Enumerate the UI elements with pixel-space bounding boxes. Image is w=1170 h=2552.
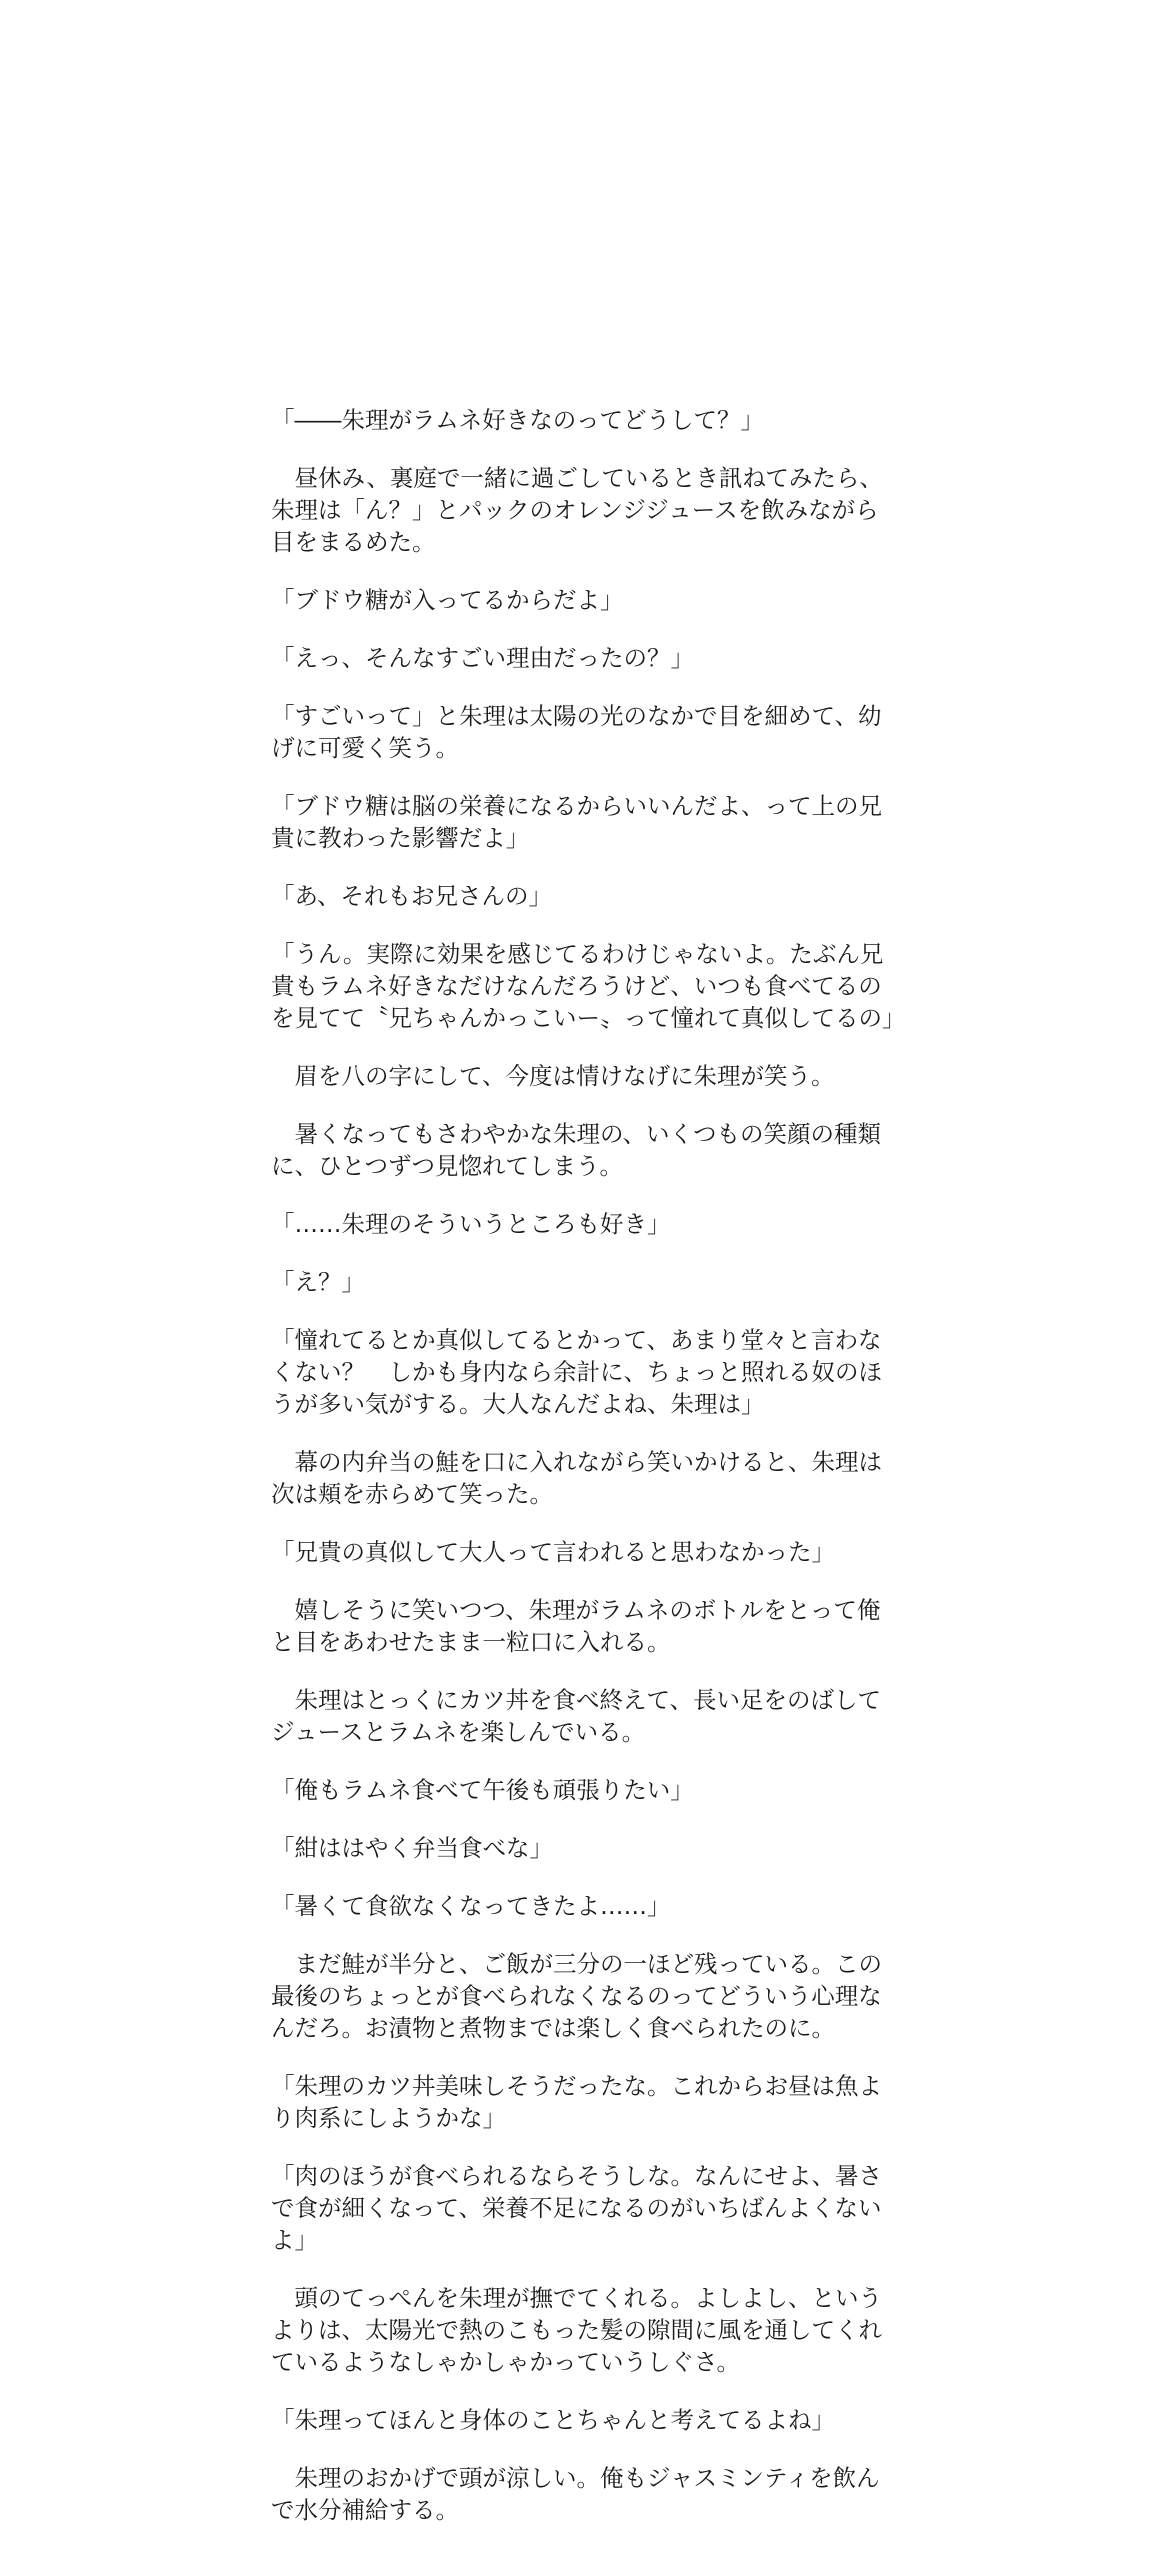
narration-paragraph: 朱理のおかげで頭が涼しい。俺もジャスミンティを飲んで水分補給する。: [271, 2464, 880, 2524]
narration-paragraph: 昼休み、裏庭で一緒に過ごしているとき訊ねてみたら、朱理は「ん？」とパックのオレンジジュースを飲みながら目をまるめた。: [271, 464, 883, 556]
narration-paragraph: 嬉しそうに笑いつつ、朱理がラムネのボトルをとって俺と目をあわせたまま一粒口に入れる。: [271, 1596, 881, 1656]
narration-paragraph: 眉を八の字にして、今度は情けなげに朱理が笑う。: [294, 1062, 835, 1090]
dialogue-paragraph: 「――朱理がラムネ好きなのってどうして？」: [271, 406, 765, 434]
narration-paragraph: 暑くなってもさわやかな朱理の、いくつもの笑顔の種類に、ひとつずつ見惚れてしまう。: [271, 1120, 882, 1180]
dialogue-paragraph: 「憧れてるとか真似してるとかって、あまり堂々と言わなくない？ しかも身内なら余計に、ちょっと照れる奴のほうが多い気がする。大人なんだよね、朱理は」: [271, 1326, 882, 1418]
dialogue-paragraph: 「ブドウ糖が入ってるからだよ」: [271, 586, 624, 614]
narration-paragraph: 朱理はとっくにカツ丼を食べ終えて、長い足をのばしてジュースとラムネを楽しんでいる。: [271, 1686, 882, 1746]
dialogue-paragraph: 「うん。実際に効果を感じてるわけじゃないよ。たぶん兄貴もラムネ好きなだけなんだろうけど、いつも食べてるのを見てて〝兄ちゃんかっこいー〟って憧れて真似してるの」: [271, 940, 906, 1032]
dialogue-paragraph: 「すごいって」と朱理は太陽の光のなかで目を細めて、幼げに可愛く笑う。: [271, 702, 882, 762]
reading-column: [271, 404, 906, 2552]
dialogue-paragraph: 「……朱理のそういうところも好き」: [271, 1210, 671, 1238]
dialogue-paragraph: 「ブドウ糖は脳の栄養になるからいいんだよ、って上の兄貴に教わった影響だよ」: [271, 792, 882, 852]
dialogue-paragraph: 「あ、それもお兄さんの」: [271, 882, 553, 910]
dialogue-paragraph: 「朱理ってほんと身体のことちゃんと考えてるよね」: [271, 2406, 835, 2434]
narration-paragraph: まだ鮭が半分と、ご飯が三分の一ほど残っている。この最後のちょっとが食べられなくなるのってどういう心理なんだろ。お漬物と煮物までは楽しく食べられたのに。: [271, 1950, 882, 2042]
narration-paragraph: 頭のてっぺんを朱理が撫でてくれる。よしよし、というよりは、太陽光で熱のこもった髪の隙間に風を通してくれているようなしゃかしゃかっていうしぐさ。: [271, 2284, 882, 2376]
dialogue-paragraph: 「え？」: [271, 1268, 365, 1296]
narration-paragraph: 幕の内弁当の鮭を口に入れながら笑いかけると、朱理は次は頬を赤らめて笑った。: [271, 1448, 882, 1508]
dialogue-paragraph: 「朱理のカツ丼美味しそうだったな。これからお昼は魚より肉系にしようかな」: [271, 2072, 882, 2132]
dialogue-paragraph: 「兄貴の真似して大人って言われると思わなかった」: [271, 1538, 835, 1566]
dialogue-paragraph: 「暑くて食欲なくなってきたよ……」: [271, 1892, 671, 1920]
dialogue-paragraph: 「えっ、そんなすごい理由だったの？」: [271, 644, 694, 672]
dialogue-paragraph: 「俺もラムネ食べて午後も頑張りたい」: [271, 1776, 694, 1804]
dialogue-paragraph: 「紺ははやく弁当食べな」: [271, 1834, 553, 1862]
dialogue-paragraph: 「肉のほうが食べられるならそうしな。なんにせよ、暑さで食が細くなって、栄養不足になるのがいちばんよくないよ」: [271, 2162, 882, 2254]
